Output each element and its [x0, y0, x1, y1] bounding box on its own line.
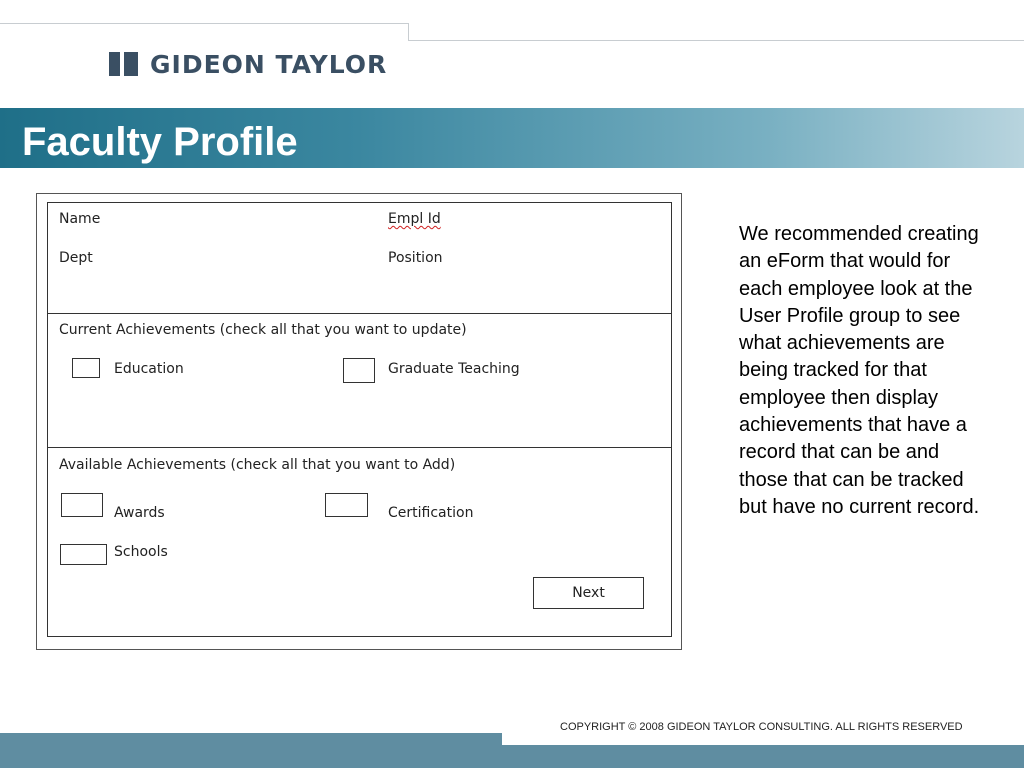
section-divider — [48, 447, 671, 448]
emplid-label: Empl Id — [388, 211, 441, 227]
tab-line-left — [0, 23, 409, 24]
logo-bars-icon — [109, 52, 138, 76]
name-label: Name — [59, 211, 101, 227]
graduate-teaching-checkbox[interactable] — [343, 358, 375, 383]
page-title: Faculty Profile — [22, 120, 298, 164]
schools-label: Schools — [114, 544, 168, 560]
logo-bar-left — [109, 52, 120, 76]
description-text: We recommended creating an eForm that would for each employee look at the User Profile group to see what achievements are being tracked for that employee then display achievements that have a record that can be and those that can be tracked but have no current record. — [739, 223, 980, 518]
position-label: Position — [388, 250, 443, 266]
graduate-teaching-label: Graduate Teaching — [388, 361, 520, 377]
footer-bar — [0, 733, 502, 768]
education-label: Education — [114, 361, 184, 377]
company-logo — [109, 50, 387, 78]
certification-label: Certification — [388, 505, 474, 521]
schools-checkbox[interactable] — [60, 544, 107, 565]
education-checkbox[interactable] — [72, 358, 100, 378]
current-achievements-heading: Current Achievements (check all that you want to update) — [59, 322, 467, 338]
awards-label: Awards — [114, 505, 165, 521]
certification-checkbox[interactable] — [325, 493, 368, 517]
form-mockup — [47, 202, 672, 637]
footer-bar — [502, 745, 1024, 768]
logo-bar-right — [124, 52, 138, 76]
section-divider — [48, 313, 671, 314]
next-button[interactable]: Next — [533, 577, 644, 609]
awards-checkbox[interactable] — [61, 493, 103, 517]
dept-label: Dept — [59, 250, 93, 266]
tab-line-right — [408, 40, 1024, 41]
logo-text: GIDEON TAYLOR — [150, 49, 388, 79]
tab-line-vertical — [408, 23, 409, 41]
copyright-notice: COPYRIGHT © 2008 GIDEON TAYLOR CONSULTING. ALL RIGHTS RESERVED — [560, 721, 963, 733]
available-achievements-heading: Available Achievements (check all that you want to Add) — [59, 457, 456, 473]
